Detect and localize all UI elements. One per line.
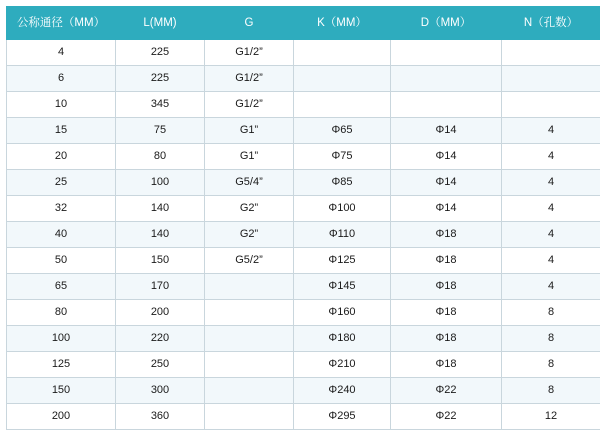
cell-nominal-diameter: 125	[7, 352, 116, 378]
cell-k: Φ145	[294, 274, 391, 300]
cell-n: 8	[502, 352, 600, 378]
cell-l: 300	[116, 378, 205, 404]
cell-g: G1/2”	[205, 40, 294, 66]
cell-nominal-diameter: 65	[7, 274, 116, 300]
cell-k	[294, 40, 391, 66]
cell-k: Φ210	[294, 352, 391, 378]
table-row	[7, 222, 600, 248]
cell-d	[391, 40, 502, 66]
cell-l: 345	[116, 92, 205, 118]
cell-n: 12	[502, 404, 600, 430]
cell-l: 140	[116, 196, 205, 222]
cell-l: 220	[116, 326, 205, 352]
cell-d: Φ14	[391, 144, 502, 170]
cell-l: 140	[116, 222, 205, 248]
cell-n: 4	[502, 222, 600, 248]
cell-g	[205, 404, 294, 430]
cell-d: Φ18	[391, 352, 502, 378]
cell-k: Φ125	[294, 248, 391, 274]
cell-l: 170	[116, 274, 205, 300]
cell-n: 8	[502, 326, 600, 352]
table-row	[7, 66, 600, 92]
cell-l: 225	[116, 40, 205, 66]
cell-nominal-diameter: 25	[7, 170, 116, 196]
column-header-k: K（MM）	[294, 7, 391, 40]
cell-n: 4	[502, 170, 600, 196]
cell-g	[205, 300, 294, 326]
cell-l: 225	[116, 66, 205, 92]
cell-g	[205, 352, 294, 378]
cell-g: G1”	[205, 144, 294, 170]
cell-nominal-diameter: 150	[7, 378, 116, 404]
column-header-l: L(MM)	[116, 7, 205, 40]
cell-nominal-diameter: 40	[7, 222, 116, 248]
cell-g: G1/2”	[205, 92, 294, 118]
cell-n	[502, 40, 600, 66]
table-row	[7, 40, 600, 66]
cell-g: G5/2”	[205, 248, 294, 274]
cell-l: 75	[116, 118, 205, 144]
cell-n: 4	[502, 118, 600, 144]
cell-nominal-diameter: 15	[7, 118, 116, 144]
cell-k	[294, 66, 391, 92]
cell-n	[502, 66, 600, 92]
table-row	[7, 326, 600, 352]
table-row	[7, 118, 600, 144]
cell-k	[294, 92, 391, 118]
cell-l: 200	[116, 300, 205, 326]
cell-n	[502, 92, 600, 118]
cell-k: Φ295	[294, 404, 391, 430]
cell-nominal-diameter: 100	[7, 326, 116, 352]
cell-k: Φ160	[294, 300, 391, 326]
cell-d: Φ22	[391, 378, 502, 404]
cell-nominal-diameter: 200	[7, 404, 116, 430]
table-row	[7, 170, 600, 196]
table-row	[7, 144, 600, 170]
table-body	[7, 40, 600, 430]
cell-nominal-diameter: 10	[7, 92, 116, 118]
cell-n: 4	[502, 248, 600, 274]
cell-d: Φ14	[391, 196, 502, 222]
table-row	[7, 404, 600, 430]
cell-nominal-diameter: 80	[7, 300, 116, 326]
column-header-nominal-diameter: 公称通径（MM）	[7, 7, 116, 40]
cell-d	[391, 66, 502, 92]
table-row	[7, 196, 600, 222]
cell-k: Φ100	[294, 196, 391, 222]
cell-g: G2”	[205, 222, 294, 248]
cell-n: 8	[502, 378, 600, 404]
cell-d: Φ18	[391, 326, 502, 352]
cell-l: 80	[116, 144, 205, 170]
cell-nominal-diameter: 32	[7, 196, 116, 222]
cell-d: Φ18	[391, 248, 502, 274]
cell-nominal-diameter: 20	[7, 144, 116, 170]
cell-l: 250	[116, 352, 205, 378]
cell-k: Φ85	[294, 170, 391, 196]
cell-n: 8	[502, 300, 600, 326]
cell-n: 4	[502, 144, 600, 170]
cell-k: Φ65	[294, 118, 391, 144]
cell-g	[205, 274, 294, 300]
column-header-n: N（孔数）	[502, 7, 600, 40]
cell-g: G5/4”	[205, 170, 294, 196]
specification-table	[6, 6, 600, 430]
cell-n: 4	[502, 274, 600, 300]
cell-n: 4	[502, 196, 600, 222]
table-row	[7, 92, 600, 118]
cell-d: Φ18	[391, 274, 502, 300]
cell-l: 150	[116, 248, 205, 274]
column-header-g: G	[205, 7, 294, 40]
cell-nominal-diameter: 4	[7, 40, 116, 66]
table-header-row	[7, 7, 600, 40]
cell-nominal-diameter: 50	[7, 248, 116, 274]
cell-l: 360	[116, 404, 205, 430]
cell-nominal-diameter: 6	[7, 66, 116, 92]
cell-g: G1”	[205, 118, 294, 144]
table-row	[7, 248, 600, 274]
cell-d: Φ14	[391, 170, 502, 196]
cell-k: Φ180	[294, 326, 391, 352]
cell-d: Φ14	[391, 118, 502, 144]
table-header	[7, 7, 600, 40]
table-row	[7, 274, 600, 300]
column-header-d: D（MM）	[391, 7, 502, 40]
cell-d: Φ18	[391, 300, 502, 326]
cell-d: Φ18	[391, 222, 502, 248]
cell-d: Φ22	[391, 404, 502, 430]
cell-k: Φ75	[294, 144, 391, 170]
table-row	[7, 300, 600, 326]
cell-g	[205, 326, 294, 352]
cell-g: G2”	[205, 196, 294, 222]
cell-k: Φ240	[294, 378, 391, 404]
cell-l: 100	[116, 170, 205, 196]
cell-g: G1/2”	[205, 66, 294, 92]
cell-k: Φ110	[294, 222, 391, 248]
cell-d	[391, 92, 502, 118]
table-row	[7, 352, 600, 378]
